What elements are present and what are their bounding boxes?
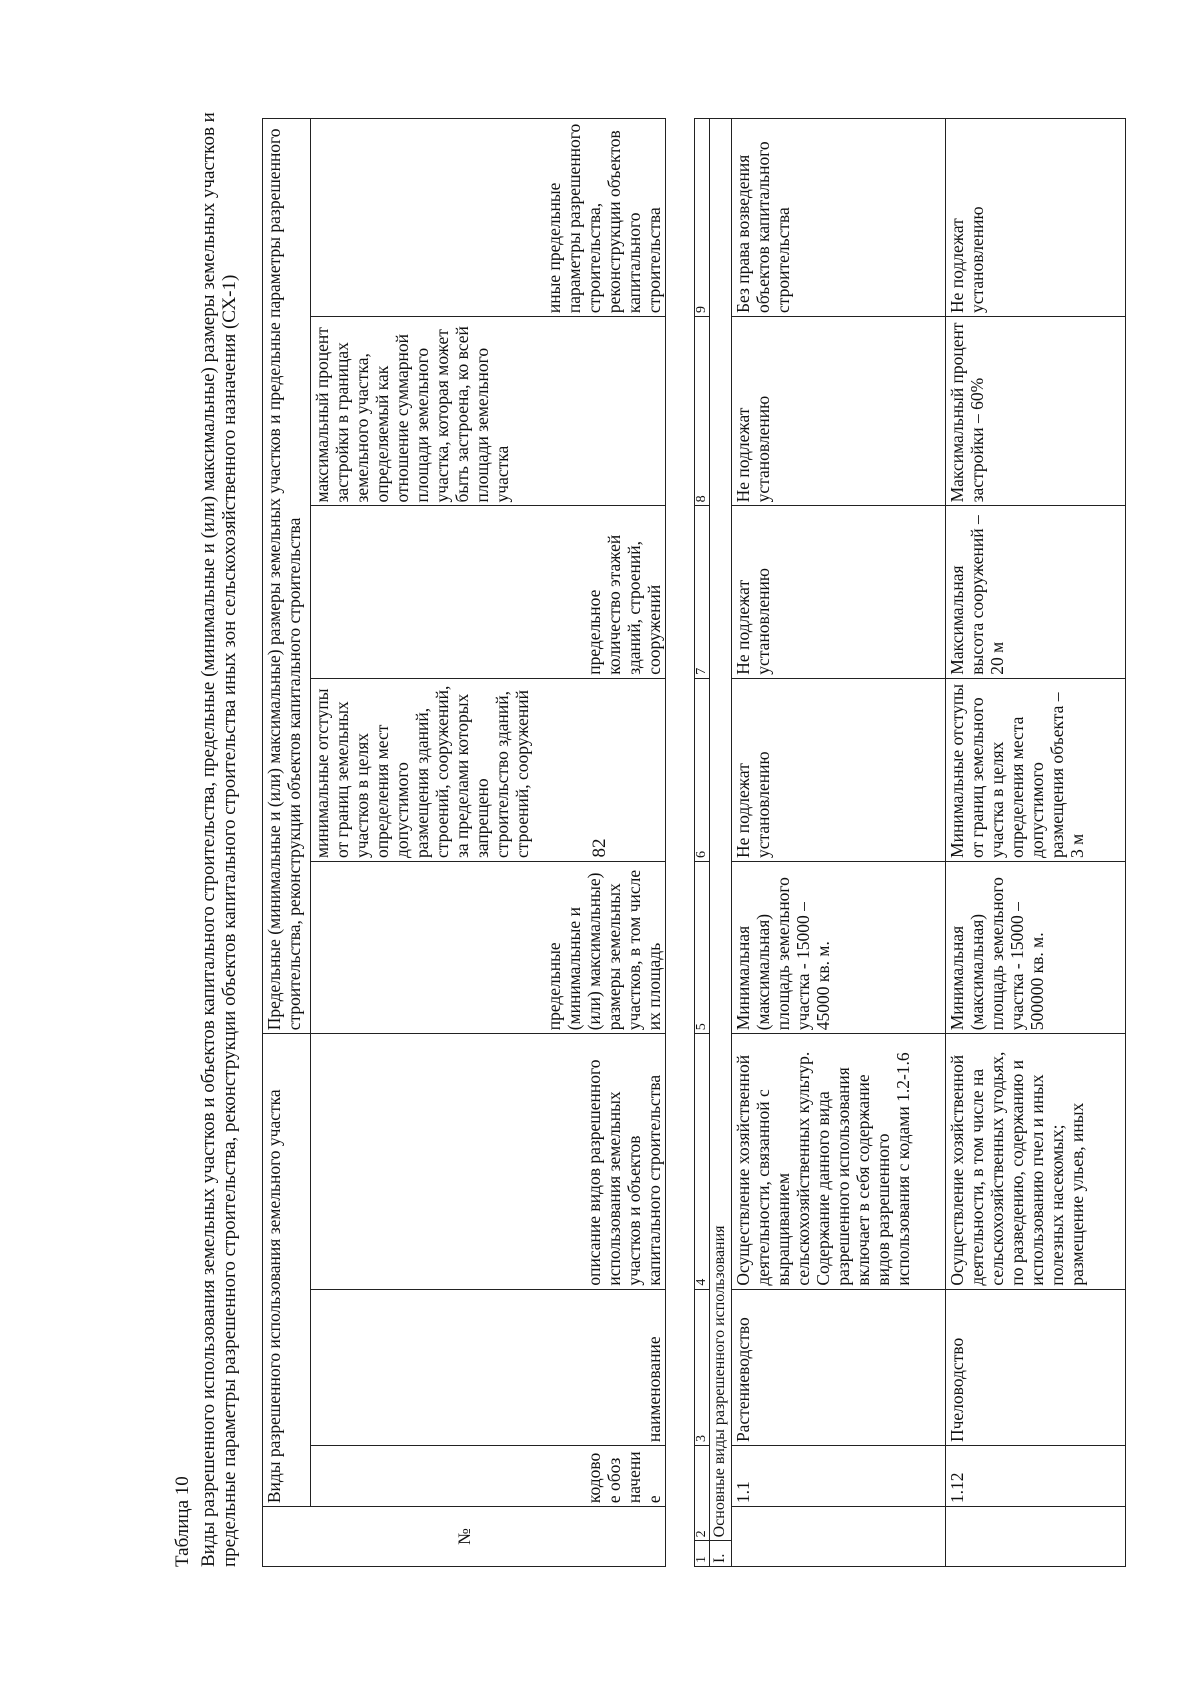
header-description: описание видов разрешенного использования земельных участков и объектов капитального строительства: [311, 1034, 666, 1289]
col-number: 5: [695, 861, 710, 1033]
row-floors: Максимальная высота сооружений – 20 м: [946, 506, 1126, 678]
col-number: 2: [695, 1446, 710, 1541]
row-sizes: Минимальная (максимальная) площадь земельного участка - 15000 – 45000 кв. м.: [732, 861, 946, 1033]
table-title: Виды разрешенного использования земельных участков и объектов капитального строительства, предельные (минимальные и (или) максимальные) размеры земельных участков и предельные параметры разрешенного строительства, реконструкции объектов капитального строительства иных зон сельскохозяйственного назначения (СХ-1): [198, 112, 240, 1567]
column-numbers-row: [695, 119, 710, 1567]
header-group-vri: Виды разрешенного использования земельного участка: [263, 1034, 311, 1507]
header-other: иные предельные параметры разрешенного строительства, реконструкции объектов капитального строительства: [311, 119, 666, 317]
section-title: Основные виды разрешенного использования: [710, 119, 732, 1541]
header-setback: минимальные отступы от границ земельных участков в целях определения мест допустимого размещения зданий, строений, сооружений, за пределами которых запрещено строительство зданий, строений, сооружений: [311, 678, 666, 861]
row-number-cell: [946, 1507, 1126, 1567]
section-row: [710, 119, 732, 1567]
row-description: Осуществление хозяйственной деятельности, в том числе на сельскохозяйственных угодьях, по разведению, содержанию и использованию пчел и иных полезных насекомых; размещение ульев, иных: [946, 1034, 1126, 1289]
table-caption: [172, 107, 240, 1567]
row-other: Без права возведения объектов капитального строительства: [732, 119, 946, 317]
row-coverage: Максимальный процент застройки – 60%: [946, 317, 1126, 506]
row-other: Не подлежат установлению: [946, 119, 1126, 317]
row-setback: Минимальные отступы от границ земельного участка в целях определения места допустимого размещения объекта – 3 м: [946, 678, 1126, 861]
table-label: Таблица 10: [172, 1476, 193, 1567]
header-no: №: [263, 1507, 666, 1567]
col-number: 4: [695, 1034, 710, 1289]
col-number: 1: [695, 1541, 710, 1567]
col-number: 7: [695, 506, 710, 678]
header-name: наименование: [311, 1289, 666, 1445]
row-sizes: Минимальная (максимальная) площадь земельного участка - 15000 – 500000 кв. м.: [946, 861, 1126, 1033]
header-sizes: предельные (минимальные и (или) максимальные) размеры земельных участков, в том числе их площадь: [311, 862, 666, 1034]
table-row: [946, 119, 1126, 1567]
row-floors: Не подлежат установлению: [732, 506, 946, 678]
section-number: I.: [710, 1541, 732, 1567]
row-name: Растениеводство: [732, 1289, 946, 1445]
col-number: 9: [695, 119, 710, 317]
header-group-params: Предельные (минимальные и (или) максимальные) размеры земельных участков и предельные параметры разрешенного строительства, реконструкции объектов капитального строительства: [263, 119, 311, 1034]
page-number: 82: [589, 838, 610, 858]
col-number: 3: [695, 1289, 710, 1445]
row-coverage: Не подлежат установлению: [732, 317, 946, 506]
row-number-cell: [732, 1507, 946, 1567]
table-row: [732, 119, 946, 1567]
row-description: Осуществление хозяйственной деятельности, связанной с выращиванием сельскохозяйственных культур. Содержание данного вида разрешенного использования включает в себя содержание видов разрешенного использования с кодами 1.2-1.6: [732, 1034, 946, 1289]
header-floors: предельное количество этажей зданий, строений, сооружений: [311, 506, 666, 678]
col-number: 8: [695, 317, 710, 506]
row-setback: Не подлежат установлению: [732, 678, 946, 861]
col-number: 6: [695, 678, 710, 861]
row-code: 1.1: [732, 1446, 946, 1507]
header-code: кодовое обозначение: [311, 1446, 666, 1507]
table-header-part: [262, 118, 666, 1567]
row-name: Пчеловодство: [946, 1289, 1126, 1445]
table-body-part: [694, 118, 1126, 1567]
header-coverage: максимальный процент застройки в границах земельного участка, определяемый как отношение суммарной площади земельного участка, которая может быть застроена, ко всей площади земельного участка: [311, 317, 666, 506]
row-code: 1.12: [946, 1446, 1126, 1507]
rotated-page-content: [164, 97, 1164, 1597]
